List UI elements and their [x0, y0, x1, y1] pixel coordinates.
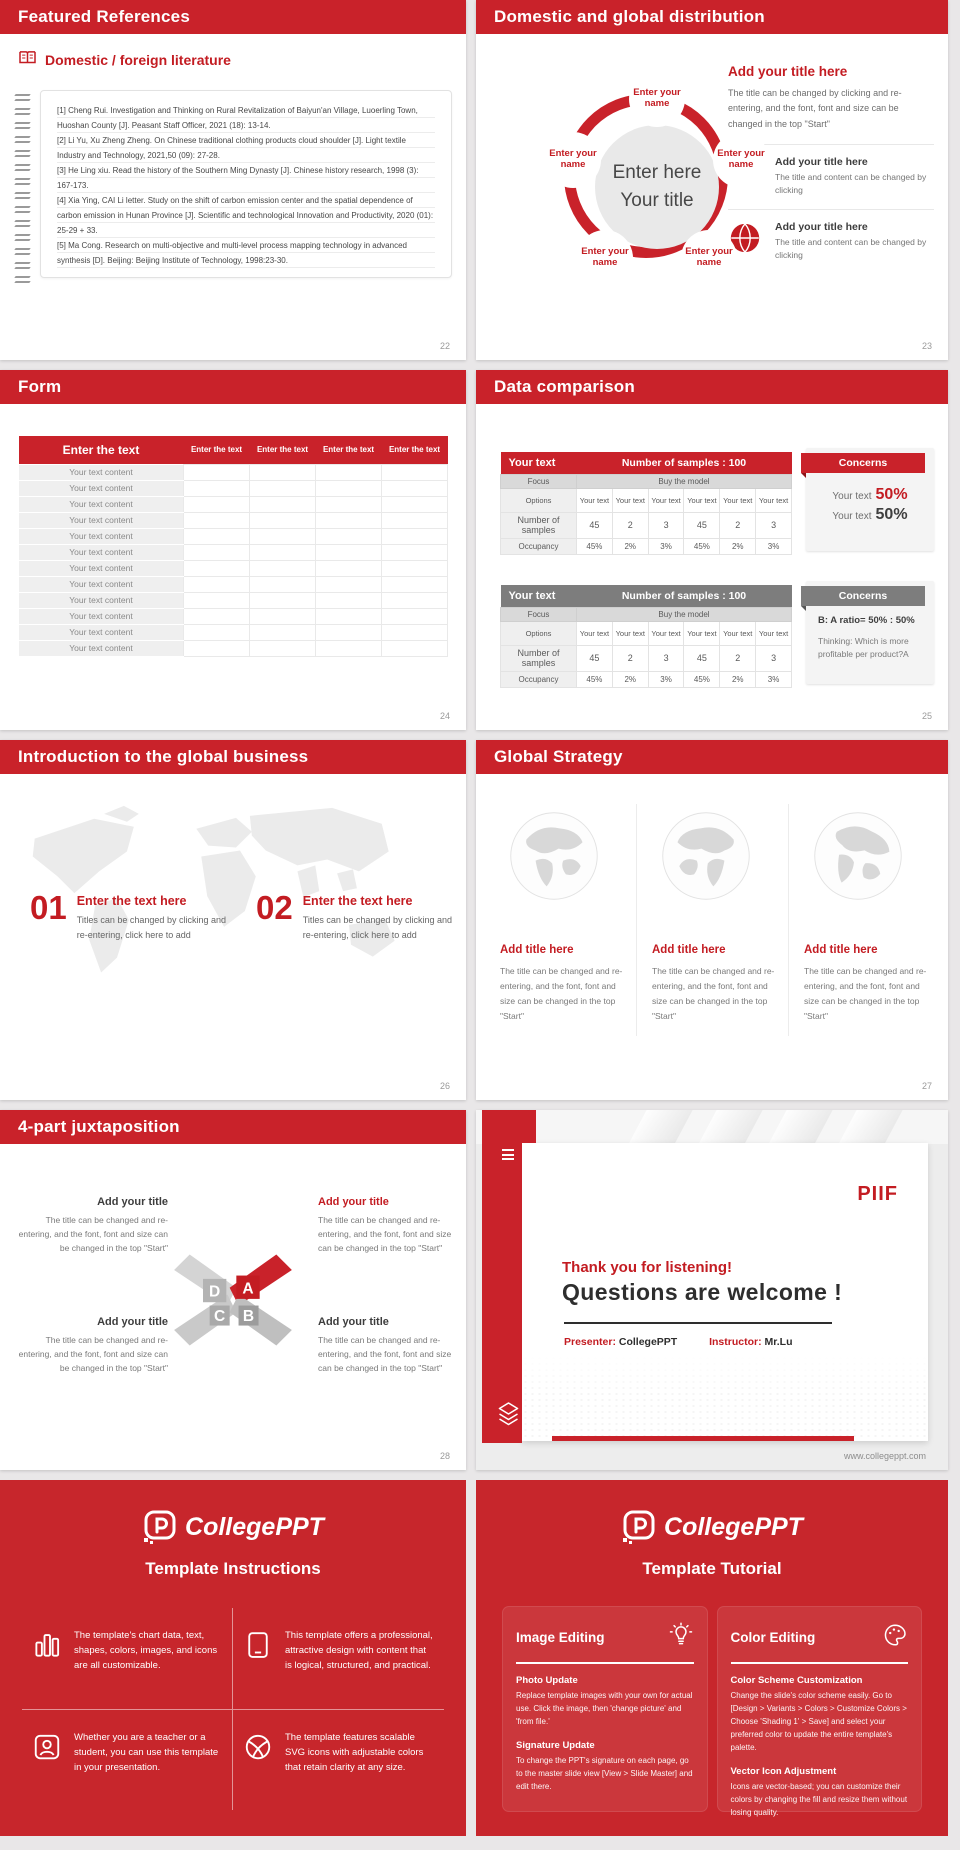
- panel-title: Template Instructions: [145, 1559, 321, 1578]
- binder-clip-icon: [15, 234, 30, 241]
- strategy-column: [648, 810, 780, 1024]
- row-label: Your text content: [19, 480, 184, 496]
- strategy-column: [496, 810, 628, 1024]
- binder-clip-icon: [15, 164, 30, 171]
- tutorial-section: [516, 1740, 694, 1794]
- row-label: Your text content: [19, 624, 184, 640]
- table-header-cell: Enter the text: [382, 436, 448, 464]
- item-title: Add your title here: [775, 155, 868, 168]
- palette-icon: [882, 1622, 908, 1653]
- slide-title-bar: Global Strategy: [476, 740, 948, 774]
- slide-title-bar: Data comparison: [476, 370, 948, 404]
- binder-clip-icon: [15, 178, 30, 185]
- decorative-streaks: [476, 1110, 948, 1144]
- table-row: [19, 576, 448, 592]
- slide-distribution[interactable]: [476, 0, 948, 360]
- slide-title-bar: Introduction to the global business: [0, 740, 466, 774]
- concern-line: Your text 50%: [832, 486, 908, 503]
- chart-columns-icon: [32, 1630, 62, 1665]
- diagram-node: Enter your name: [681, 230, 737, 286]
- item-title: Enter the text here: [76, 894, 187, 908]
- table-header-cell: Enter the text: [250, 436, 316, 464]
- letter-b: B: [242, 1308, 255, 1326]
- instruction-item: [22, 1608, 233, 1710]
- wireframe-landscape-graphic: [522, 1355, 928, 1441]
- diagram-node: Enter your name: [577, 230, 633, 286]
- item-title: Add your title here: [775, 221, 868, 234]
- table-row: [19, 480, 448, 496]
- binder-clip-icon: [15, 94, 30, 101]
- thank-you-panel: [522, 1143, 928, 1441]
- references-card: [40, 90, 452, 278]
- section-heading: Color Scheme Customization: [730, 1675, 863, 1686]
- binder-clip-icon: [15, 122, 30, 129]
- focus-value: Buy the model: [577, 607, 792, 621]
- collegeppt-logo: [0, 1480, 466, 1544]
- options-label: Options: [501, 621, 577, 645]
- globe-graphic-icon: [812, 810, 904, 902]
- letter-d: D: [209, 1283, 221, 1301]
- binder-clip-icon: [15, 220, 30, 227]
- row-label: Your text content: [19, 560, 184, 576]
- section-heading: Photo Update: [516, 1675, 578, 1686]
- section-body: Change the slide's color scheme easily. Go to [Design > Variants > Colors > Customize Colors > Choose 'Shading 1' > Save] and select your preferred color to update the entire template's palette.: [730, 1691, 907, 1752]
- section-body: Replace template images with your own for actual use. Click the image, then 'change picture' and 'from file.': [516, 1691, 693, 1726]
- item-title: Add your title: [97, 1196, 168, 1208]
- quad-block: [18, 1196, 168, 1255]
- tutorial-section: [516, 1675, 694, 1729]
- comparison-table-red: Your text Number of samples : 100 Focus Buy the model Options Your text Your text Your text Your text Your text Your text Number of samples 45 2 3 45 2 3 Occupancy 45% 2% 3% 45% 2% 3%: [500, 452, 792, 555]
- table-row: [19, 528, 448, 544]
- list-item-text: [775, 221, 934, 262]
- table-header-row: [19, 436, 448, 464]
- table-label: Your text: [501, 452, 577, 474]
- column-divider: [636, 804, 637, 1036]
- item-title: Add your title: [318, 1316, 389, 1328]
- instruction-item: [233, 1710, 444, 1811]
- card-underline: [516, 1662, 694, 1664]
- table-row: [19, 624, 448, 640]
- page-number: 23: [921, 341, 932, 351]
- row-label: Your text content: [19, 496, 184, 512]
- diagram-node: Enter your name: [713, 132, 769, 188]
- x-ribbon-graphic: [170, 1250, 296, 1350]
- binder-clip-icon: [15, 192, 30, 199]
- open-book-icon: [18, 50, 37, 70]
- page-number: 26: [439, 1081, 450, 1091]
- options-label: Options: [501, 488, 577, 512]
- binder-clip-icon: [15, 108, 30, 115]
- quad-block: [318, 1196, 458, 1255]
- diagram-center-line2: Your title: [620, 190, 694, 211]
- binder-clip-icon: [15, 150, 30, 157]
- page-number: 28: [439, 1451, 450, 1461]
- item-title: Add title here: [804, 944, 878, 956]
- vector-ball-icon: [243, 1732, 273, 1767]
- table-header-cell: Enter the text: [316, 436, 382, 464]
- reference-item: [2] Li Yu, Xu Zheng Zheng. On Chinese traditional clothing products cloud shoulder [J]. Light textile Industry and Technology, 2021,50 (09): 27-28.: [57, 136, 406, 160]
- table-row: [19, 544, 448, 560]
- slide-featured-references[interactable]: [0, 0, 466, 360]
- item-body: The title can be changed and re-entering, and the font, font and size can be changed in the top "Start": [18, 1335, 168, 1374]
- item-title: Enter the text here: [302, 894, 413, 908]
- slide-title-bar: Form: [0, 370, 466, 404]
- section-body: To change the PPT's signature on each page, go to the master slide view [View > Slide Master] and edit there.: [516, 1755, 693, 1791]
- globe-graphic-icon: [660, 810, 752, 902]
- comparison-table-gray: Your text Number of samples : 100 Focus Buy the model Options Your text Your text Your text Your text Your text Your text Number of samples 45 2 3 45 2 3 Occupancy 45% 2% 3% 45% 2% 3%: [500, 585, 792, 688]
- divider: [564, 1322, 832, 1324]
- focus-label: Focus: [501, 607, 577, 621]
- instruction-text: The template's chart data, text, shapes, colors, images, and icons are all customizable.: [74, 1630, 218, 1672]
- item-body: The title can be changed and re-entering, and the font, font and size can be changed in the top "Start": [500, 966, 623, 1021]
- section-heading: Signature Update: [516, 1739, 595, 1751]
- website-url[interactable]: www.collegeppt.com: [843, 1451, 926, 1461]
- focus-value: Buy the model: [577, 474, 792, 488]
- red-accent-bar: [552, 1436, 854, 1441]
- tutorial-section: [731, 1766, 909, 1820]
- focus-label: Focus: [501, 474, 577, 488]
- page-number: 27: [921, 1081, 932, 1091]
- diagram-center-line1: Enter here: [612, 162, 702, 184]
- item-body: The title can be changed and re-entering, and the font, font and size can be changed in the top "Start": [652, 966, 775, 1021]
- slide-title-bar: 4-part juxtaposition: [0, 1110, 466, 1144]
- item-body: The title and content can be changed by clicking: [775, 171, 927, 196]
- presenter-value: CollegePPT: [618, 1336, 678, 1348]
- binder-clip-icon: [15, 262, 30, 269]
- user-card-icon: [32, 1732, 62, 1767]
- card-underline: [731, 1662, 909, 1664]
- table-header-cell: Enter the text: [184, 436, 250, 464]
- tutorial-card-color-editing: [717, 1606, 923, 1817]
- table-row: [19, 608, 448, 624]
- samples-label: Number of samples: [501, 645, 577, 672]
- instructions-grid: [22, 1608, 444, 1810]
- slide-form[interactable]: [0, 370, 466, 730]
- numbered-item: [256, 889, 455, 944]
- quad-block: [18, 1316, 168, 1375]
- collegeppt-logo: [476, 1480, 948, 1544]
- instruction-item: [233, 1608, 444, 1710]
- table-row: [19, 496, 448, 512]
- item-body: Titles can be changed by clicking and re-entering, click here to add: [76, 915, 226, 941]
- reference-item: [3] He Ling xiu. Read the history of the Southern Ming Dynasty [J]. Chinese history research, 1998 (3): 167-173.: [57, 166, 419, 190]
- brand-name: CollegePPT: [185, 1512, 324, 1541]
- table-row: [19, 640, 448, 656]
- table-row: [19, 464, 448, 480]
- slide-title-bar: Featured References: [0, 0, 466, 34]
- collegeppt-p-icon: [621, 1510, 655, 1544]
- table-row: [19, 512, 448, 528]
- numbered-item: [30, 889, 229, 944]
- thanks-line: Thank you for listening!: [562, 1259, 733, 1276]
- table-header-cell: Enter the text: [19, 436, 184, 464]
- card-title: Color Editing: [730, 1630, 816, 1645]
- item-number: 01: [30, 889, 67, 926]
- questions-line: Questions are welcome !: [562, 1279, 843, 1305]
- slide-data-comparison[interactable]: [476, 370, 948, 730]
- occupancy-label: Occupancy: [501, 539, 577, 555]
- block-title: Add your title here: [728, 64, 848, 79]
- instructions-panel: [0, 1480, 466, 1836]
- item-body: The title can be changed and re-entering, and the font, font and size can be changed in the top "Start": [318, 1335, 452, 1374]
- section-body: Icons are vector-based; you can customize their colors by changing the fill and resize them without losing quality.: [730, 1781, 908, 1817]
- slide-global-business[interactable]: [0, 740, 466, 1100]
- item-body: Titles can be changed by clicking and re-entering, click here to add: [302, 915, 452, 941]
- table-samples: Number of samples : 100: [577, 585, 792, 607]
- credits-line: [564, 1336, 793, 1348]
- page-number: 24: [439, 711, 450, 721]
- brand-name: CollegePPT: [664, 1512, 803, 1541]
- row-label: Your text content: [19, 640, 184, 656]
- item-title: Add your title: [318, 1196, 389, 1208]
- table-row: [19, 560, 448, 576]
- slide-thank-you[interactable]: [476, 1110, 948, 1470]
- list-item-text: [775, 156, 934, 197]
- table-label: Your text: [501, 585, 577, 607]
- letter-c: C: [214, 1308, 226, 1326]
- page-number: 22: [439, 341, 450, 351]
- binder-clip-icon: [15, 276, 30, 283]
- table-row: [19, 592, 448, 608]
- row-label: Your text content: [19, 576, 184, 592]
- diagram-node: Enter your name: [629, 71, 685, 127]
- instruction-item: [22, 1710, 233, 1811]
- row-label: Your text content: [19, 592, 184, 608]
- form-table: [18, 436, 448, 657]
- samples-label: Number of samples: [501, 512, 577, 539]
- slide-title-bar: Domestic and global distribution: [476, 0, 948, 34]
- binder-clip-icon: [15, 136, 30, 143]
- section-heading: Vector Icon Adjustment: [730, 1765, 837, 1777]
- item-title: Add title here: [500, 944, 574, 956]
- layers-logo-icon: [496, 1401, 521, 1432]
- row-label: Your text content: [19, 528, 184, 544]
- row-label: Your text content: [19, 608, 184, 624]
- page-number: 25: [921, 711, 932, 721]
- ratio-line: B: A ratio= 50% : 50%: [818, 615, 915, 626]
- section-title: Domestic / foreign literature: [45, 52, 231, 68]
- concerns-ribbon: Concerns: [801, 453, 925, 473]
- strategy-column: [800, 810, 932, 1024]
- slide-global-strategy[interactable]: [476, 740, 948, 1100]
- item-body: The title can be changed and re-entering, and the font, font and size can be changed in the top "Start": [318, 1215, 452, 1254]
- panel-title: Template Tutorial: [642, 1559, 782, 1578]
- item-number: 02: [256, 889, 293, 926]
- row-label: Your text content: [19, 544, 184, 560]
- tutorial-section: [731, 1675, 909, 1755]
- reference-item: [5] Ma Cong. Research on multi-objective and multi-level process mapping technology in advanced synthesis [D]. Beijing: Beijing Institute of Technology, 1998:23-30.: [57, 241, 407, 265]
- concerns-ribbon: Concerns: [801, 586, 925, 606]
- item-title: Add your title: [97, 1316, 168, 1328]
- table-samples: Number of samples : 100: [577, 452, 792, 474]
- lightbulb-icon: [668, 1622, 694, 1653]
- quad-block: [318, 1316, 458, 1375]
- concerns-box-red: [806, 448, 934, 551]
- tutorial-panel: [476, 1480, 948, 1836]
- presenter-label: Presenter:: [564, 1336, 616, 1348]
- binder-clips: [15, 94, 30, 283]
- reference-item: [4] Xia Ying, CAI Li letter. Study on the shift of carbon emission center and the spatial dependence of carbon emission in Hunan Province [J]. Scientific and technological Innovation and Productivity, 2020 (01): 25-29 + 33.: [57, 196, 434, 235]
- card-title: Image Editing: [516, 1630, 605, 1645]
- binder-clip-icon: [15, 248, 30, 255]
- row-label: Your text content: [19, 512, 184, 528]
- instruction-text: Whether you are a teacher or a student, you can use this template in your presentation.: [74, 1731, 219, 1773]
- item-body: The title can be changed and re-entering, and the font, font and size can be changed in the top "Start": [18, 1215, 168, 1254]
- binder-clip-icon: [15, 206, 30, 213]
- brand-logo-text: PIIF: [857, 1183, 898, 1205]
- concerns-box-gray: [806, 581, 934, 684]
- section-heading: [18, 50, 231, 70]
- row-label: Your text content: [19, 464, 184, 480]
- hamburger-menu-icon[interactable]: [502, 1149, 514, 1163]
- instructor-label: Instructor:: [709, 1336, 762, 1348]
- tablet-icon: [243, 1630, 273, 1665]
- thinking-line: Thinking: Which is more profitable per product?A: [818, 636, 909, 660]
- reference-item: [1] Cheng Rui. Investigation and Thinking on Rural Revitalization of Baiyun'an Village, Luoerling Town, Huoshan County [J]. Peasant Staff Officer, 2021 (18): 13-14.: [57, 106, 418, 130]
- instruction-text: This template offers a professional, attractive design with content that is logical, structured, and practical.: [285, 1630, 433, 1672]
- block-body: The title can be changed by clicking and re-entering, and the font, font and size can be changed in the top "Start": [728, 88, 902, 129]
- item-body: The title can be changed and re-entering, and the font, font and size can be changed in the top "Start": [804, 966, 927, 1021]
- list-item: [728, 209, 934, 262]
- occupancy-label: Occupancy: [501, 672, 577, 688]
- globe-graphic-icon: [508, 810, 600, 902]
- instructor-value: Mr.Lu: [764, 1336, 793, 1348]
- column-divider: [788, 804, 789, 1036]
- red-sidebar: [482, 1110, 522, 1443]
- tutorial-cards: [502, 1606, 922, 1817]
- diagram-node: Enter your name: [545, 132, 601, 188]
- concern-line: Your text 50%: [832, 506, 908, 523]
- item-body: The title and content can be changed by clicking: [775, 237, 927, 261]
- slide-juxtaposition[interactable]: [0, 1110, 466, 1470]
- references-list: [57, 103, 435, 271]
- item-title: Add title here: [652, 944, 726, 956]
- instruction-text: The template features scalable SVG icons with adjustable colors that retain clarity at any size.: [285, 1731, 424, 1773]
- collegeppt-p-icon: [142, 1510, 176, 1544]
- tutorial-card-image-editing: [502, 1606, 708, 1812]
- letter-a: A: [242, 1280, 254, 1298]
